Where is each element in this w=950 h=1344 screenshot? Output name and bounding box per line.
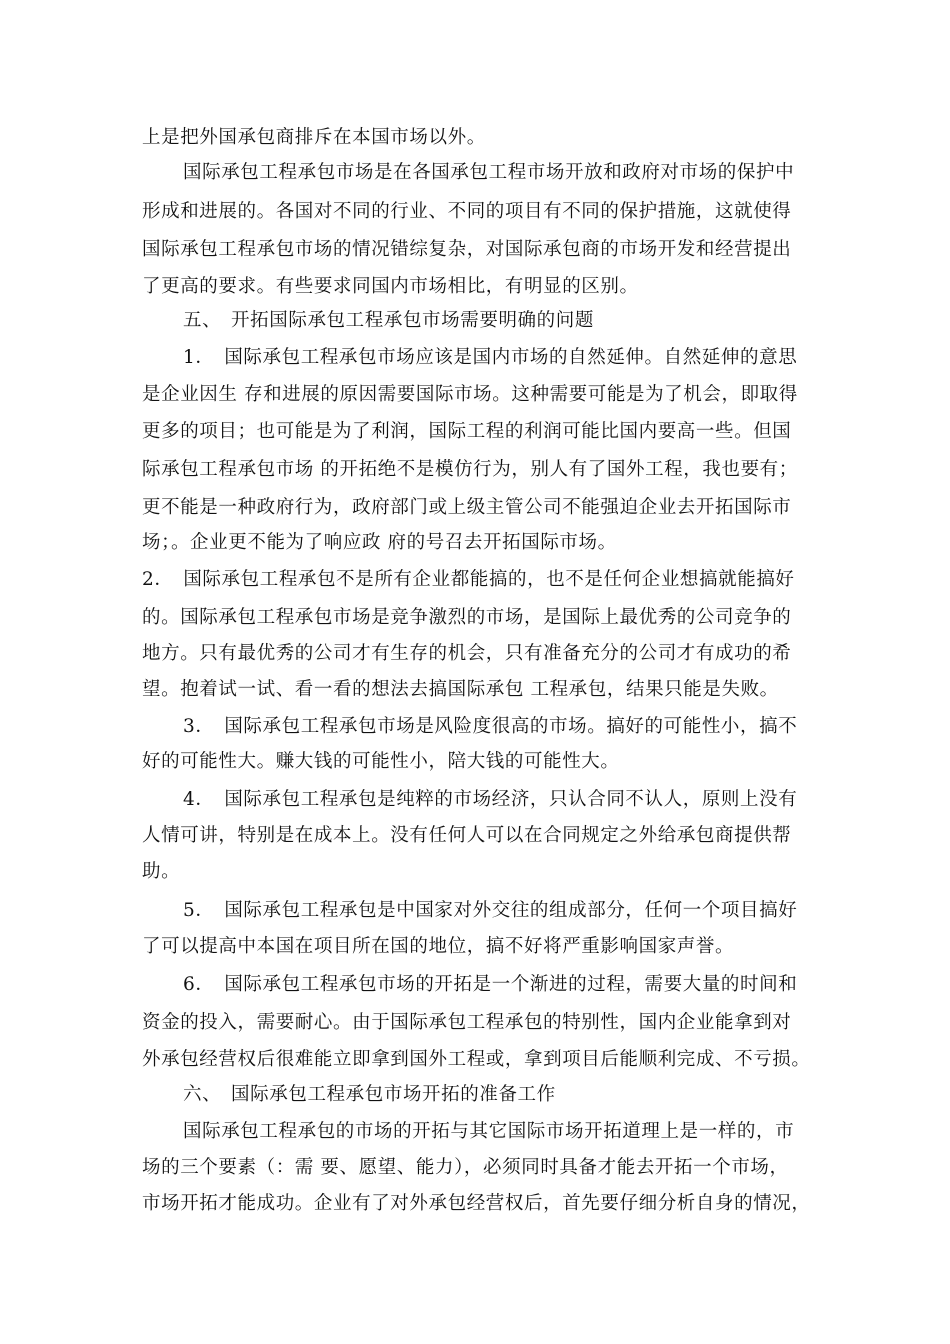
paragraph-line: 形成和进展的。各国对不同的行业、不同的项目有不同的保护措施，这就使得 <box>142 201 792 222</box>
paragraph-line: 助。 <box>142 861 181 882</box>
paragraph-line: 场；。企业更不能为了响应政 府的号召去开拓国际市场。 <box>142 532 617 553</box>
paragraph-line: 场的三个要素（：需 要、愿望、能力），必须同时具备才能去开拓一个市场， <box>142 1157 789 1178</box>
section-heading: 六、 国际承包工程承包市场开拓的准备工作 <box>183 1084 556 1105</box>
paragraph-line: 好的可能性大。赚大钱的可能性小，陪大钱的可能性大。 <box>142 751 620 772</box>
paragraph-line: 了可以提高中本国在项目所在国的地位，搞不好将严重影响国家声誉。 <box>142 936 735 957</box>
paragraph-line: 5． 国际承包工程承包是中国家对外交往的组成部分，任何一个项目搞好 <box>183 900 798 921</box>
paragraph-line: 国际承包工程承包市场的情况错综复杂，对国际承包商的市场开发和经营提出 <box>142 239 792 260</box>
paragraph-line: 6． 国际承包工程承包市场的开拓是一个渐进的过程，需要大量的时间和 <box>183 974 798 995</box>
paragraph-line: 望。抱着试一试、看一看的想法去搞国际承包 工程承包，结果只能是失败。 <box>142 679 779 700</box>
paragraph-line: 4． 国际承包工程承包是纯粹的市场经济，只认合同不认人，原则上没有 <box>183 789 798 810</box>
paragraph-line: 国际承包工程承包的市场的开拓与其它国际市场开拓道理上是一样的，市 <box>183 1121 795 1142</box>
paragraph-line: 1． 国际承包工程承包市场应该是国内市场的自然延伸。自然延伸的意思 <box>183 347 798 368</box>
paragraph-line: 的。国际承包工程承包市场是竞争激烈的市场，是国际上最优秀的公司竞争的 <box>142 607 792 628</box>
paragraph-line: 资金的投入，需要耐心。由于国际承包工程承包的特别性，国内企业能拿到对 <box>142 1012 792 1033</box>
paragraph-line: 更不能是一种政府行为，政府部门或上级主管公司不能强迫企业去开拓国际市 <box>142 497 792 518</box>
paragraph-line: 际承包工程承包市场 的开拓绝不是模仿行为，别人有了国外工程，我也要有； <box>142 459 798 480</box>
paragraph-line: 市场开拓才能成功。企业有了对外承包经营权后，首先要仔细分析自身的情况， <box>142 1193 811 1214</box>
paragraph-line: 人情可讲，特别是在成本上。没有任何人可以在合同规定之外给承包商提供帮 <box>142 825 792 846</box>
paragraph-line: 国际承包工程承包市场是在各国承包工程市场开放和政府对市场的保护中 <box>183 162 795 183</box>
paragraph-line: 地方。只有最优秀的公司才有生存的机会，只有准备充分的公司才有成功的希 <box>142 643 792 664</box>
paragraph-line: 上是把外国承包商排斥在本国市场以外。 <box>142 127 486 148</box>
paragraph-line: 更多的项目；也可能是为了利润，国际工程的利润可能比国内要高一些。但国 <box>142 421 792 442</box>
paragraph-line: 了更高的要求。有些要求同国内市场相比，有明显的区别。 <box>142 276 639 297</box>
section-heading: 五、 开拓国际承包工程承包市场需要明确的问题 <box>183 310 594 331</box>
paragraph-line: 2． 国际承包工程承包不是所有企业都能搞的，也不是任何企业想搞就能搞好 <box>142 569 795 590</box>
paragraph-line: 3． 国际承包工程承包市场是风险度很高的市场。搞好的可能性小，搞不 <box>183 716 798 737</box>
paragraph-line: 外承包经营权后很难能立即拿到国外工程或，拿到项目后能顺利完成、不亏损。 <box>142 1049 811 1070</box>
paragraph-line: 是企业因生 存和进展的原因需要国际市场。这种需要可能是为了机会，即取得 <box>142 384 798 405</box>
